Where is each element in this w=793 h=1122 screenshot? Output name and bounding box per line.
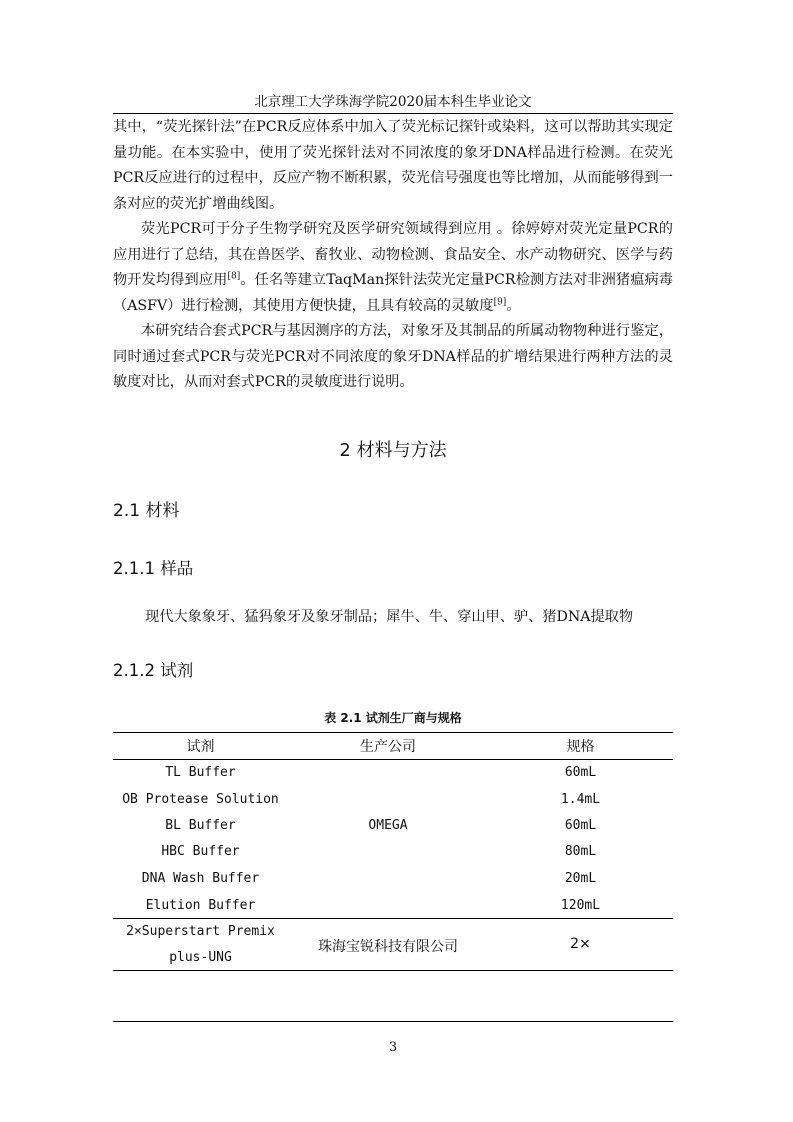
paragraph-2-part-a: 荧光PCR可于分子生物学研究及医学研究领域得到应用 。徐婷婷对荧光定量PCR的应用进行了总结，其在兽医学、畜牧业、动物检测、食品安全、水产动物研究、医学与药物开发均得到应用 <box>113 221 673 288</box>
table-cell-spec: 80mL <box>564 844 597 859</box>
paragraph-2-part-b: 。任名等建立TaqMan探针法荧光定量PCR检测方法对非洲猪瘟病毒（ASFV）进行检测，其使用方便快捷，且具有较高的灵敏度 <box>113 272 673 314</box>
citation-8: [8] <box>227 271 241 282</box>
table-cell-spec: 60mL <box>564 818 597 833</box>
table-cell-reagent: OB Protease Solution <box>122 792 279 807</box>
footer-rule <box>113 1021 673 1022</box>
table-top-rule <box>113 732 673 733</box>
table-cell-company: 珠海宝锐科技有限公司 <box>318 939 458 955</box>
table-cell-reagent-line2: plus-UNG <box>169 950 232 965</box>
section-heading-2: 2 材料与方法 <box>339 440 447 461</box>
table-cell-reagent-line1: 2×Superstart Premix <box>126 924 275 939</box>
header-rule <box>113 113 673 114</box>
table-cell-spec: 60mL <box>564 765 597 780</box>
subsubsection-heading-reagents: 2.1.2 试剂 <box>113 661 194 680</box>
table-header-company: 生产公司 <box>360 739 416 755</box>
table-header-reagent: 试剂 <box>186 739 215 755</box>
table-cell-reagent: TL Buffer <box>165 765 236 780</box>
table-cell-spec: 20mL <box>564 871 597 886</box>
table-bottom-rule <box>113 970 673 971</box>
table-cell-reagent: DNA Wash Buffer <box>141 871 260 886</box>
table-cell-reagent: BL Buffer <box>165 818 236 833</box>
paragraph-1: 其中，“荧光探针法”在PCR反应体系中加入了荧光标记探针或染料，这可以帮助其实现定量功能。在本实验中，使用了荧光探针法对不同浓度的象牙DNA样品进行检测。在荧光PCR反应进行的过程中，反应产物不断积累，荧光信号强度也等比增加，从而能够得到一条对应的荧光扩增曲线图。 <box>113 119 673 212</box>
subsection-heading-2-1: 2.1 材料 <box>113 501 180 521</box>
table-cell-reagent: HBC Buffer <box>161 844 240 859</box>
table-header-spec: 规格 <box>566 739 595 755</box>
table-cell-company: OMEGA <box>368 818 408 833</box>
table-cell-spec: 120mL <box>560 898 601 913</box>
subsubsection-heading-samples: 2.1.1 样品 <box>113 559 194 578</box>
body-text <box>113 115 673 396</box>
table-cell-spec: 1.4mL <box>560 792 601 807</box>
paragraph-2 <box>113 217 673 319</box>
table-cell-spec: 2× <box>570 936 591 952</box>
page-number: 3 <box>388 1040 398 1055</box>
samples-text: 现代大象象牙、猛犸象牙及象牙制品；犀牛、牛、穿山甲、驴、猪DNA提取物 <box>145 609 634 625</box>
citation-9: [9] <box>493 296 507 307</box>
table-cell-reagent: Elution Buffer <box>145 898 256 913</box>
paragraph-3: 本研究结合套式PCR与基因测序的方法，对象牙及其制品的所属动物物种进行鉴定，同时通过套式PCR与荧光PCR对不同浓度的象牙DNA样品的扩增结果进行两种方法的灵敏度对比，从而对套式PCR的灵敏度进行说明。 <box>113 323 673 390</box>
table-header-rule <box>113 759 673 760</box>
table-caption: 表 2.1 试剂生厂商与规格 <box>324 711 462 725</box>
paragraph-2-part-c: 。 <box>506 297 521 314</box>
running-header: 北京理工大学珠海学院2020届本科生毕业论文 <box>254 94 532 110</box>
table-group-rule <box>113 918 673 919</box>
